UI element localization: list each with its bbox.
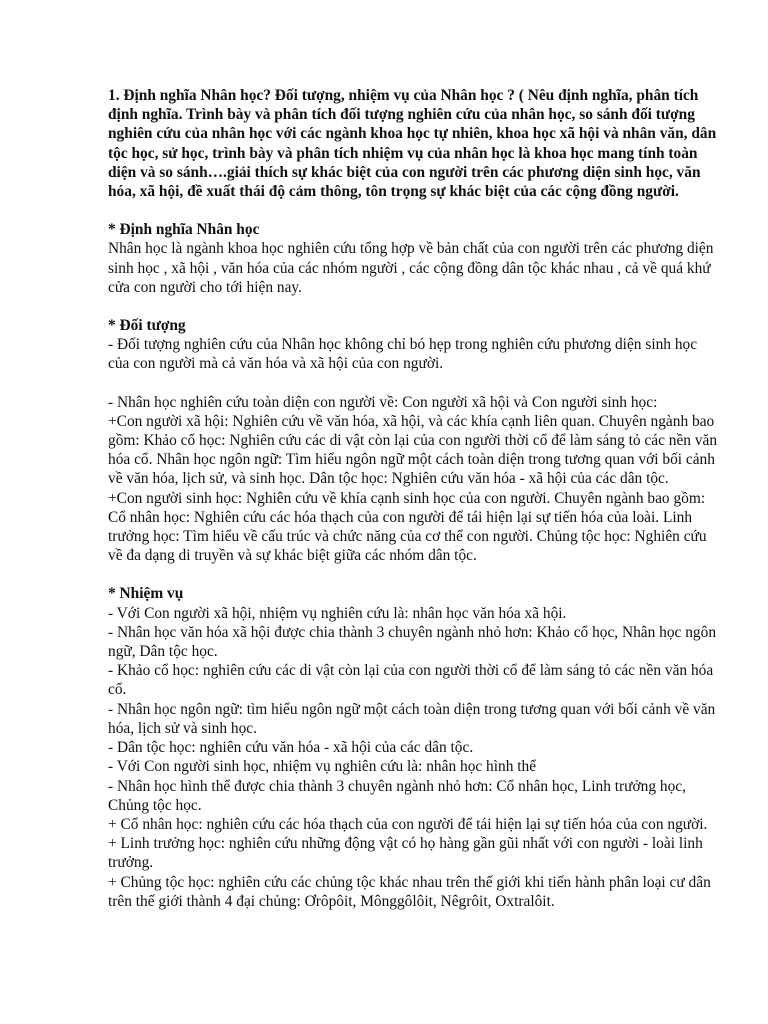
object-social: +Con người xã hội: Nghiên cứu về văn hóa, xã hội, và các khía cạnh liên quan. Chuyên ngành bao gồm: Khảo cổ học: Nghiên cứu các di vật còn lại của con người thời cổ để làm sáng tỏ các nền văn hóa cổ. Nhân học ngôn ngữ: Tìm hiểu ngôn ngữ một cách toàn diện trong tương quan với bối cảnh về văn hóa, lịch sử, và sinh học. Dân tộc học: Nghiên cứu văn hóa - xã hội của các dân tộc. xyxy=(108,412,718,488)
task-item: - Nhân học ngôn ngữ: tìm hiểu ngôn ngữ một cách toàn diện trong tương quan với bối cảnh về văn hóa, lịch sử và sinh học. xyxy=(108,700,716,737)
definition-section xyxy=(108,220,720,297)
task-item: + Linh trưởng học: nghiên cứu những động vật có họ hàng gần gũi nhất với con người - loài linh trưởng. xyxy=(108,835,703,872)
object-section xyxy=(108,316,720,565)
task-item: + Chủng tộc học: nghiên cứu các chủng tộc khác nhau trên thế giới khi tiến hành phân loại cư dân trên thế giới thành 4 đại chủng: Ơrôpôit, Mônggôlôit, Nêgrôit, Oxtralôit. xyxy=(108,873,711,910)
tasks-heading: * Nhiệm vụ xyxy=(108,585,184,603)
tasks-section xyxy=(108,584,720,910)
task-item: - Nhân học hình thể được chia thành 3 chuyên ngành nhỏ hơn: Cổ nhân học, Linh trưởng học, Chủng tộc học. xyxy=(108,777,686,814)
task-item: - Khảo cổ học: nghiên cứu các di vật còn lại của con người thời cổ để làm sáng tỏ các nền văn hóa cổ. xyxy=(108,662,714,699)
task-item: - Nhân học văn hóa xã hội được chia thành 3 chuyên ngành nhỏ hơn: Khảo cổ học, Nhân học ngôn ngữ, Dân tộc học. xyxy=(108,623,717,661)
definition-heading: * Định nghĩa Nhân học xyxy=(108,221,260,239)
task-item: - Với Con người sinh học, nhiệm vụ nghiên cứu là: nhân học hình thể xyxy=(108,758,537,776)
spacer xyxy=(108,374,720,393)
question-paragraph: 1. Định nghĩa Nhân học? Đối tượng, nhiệm vụ của Nhân học ? ( Nêu định nghĩa, phân tích định nghĩa. Trình bày và phân tích đối tượng nghiên cứu của nhân học, so sánh đối tượng nghiên cứu của nhân học với các ngành khoa học tự nhiên, khoa học xã hội và nhân văn, dân tộc học, sử học, trình bày và phân tích nhiệm vụ của nhân học là khoa học mang tính toàn diện và so sánh….giải thích sự khác biệt của con người trên các phương diện sinh học, văn hóa, xã hội, đề xuất thái độ cảm thông, tôn trọng sự khác biệt của các cộng đồng người. xyxy=(108,87,717,201)
task-item: + Cổ nhân học: nghiên cứu các hóa thạch của con người để tái hiện lại sự tiến hóa của con người. xyxy=(108,815,708,833)
definition-text: Nhân học là ngành khoa học nghiên cứu tổng hợp về bản chất của con người trên các phương diện sinh học , xã hội , văn hóa của các nhóm người , các cộng đồng dân tộc khác nhau , cả về quá khứ cửa con người cho tới hiện nay. xyxy=(108,240,714,296)
document-page xyxy=(108,86,720,930)
task-item: - Dân tộc học: nghiên cứu văn hóa - xã hội của các dân tộc. xyxy=(108,739,474,757)
task-item: - Với Con người xã hội, nhiệm vụ nghiên cứu là: nhân học văn hóa xã hội. xyxy=(108,604,567,622)
object-biological: +Con người sinh học: Nghiên cứu về khía cạnh sinh học của con người. Chuyên ngành bao gồm: Cổ nhân học: Nghiên cứu các hóa thạch của con người để tái hiện lại sự tiến hóa của loài. Linh trưởng học: Tìm hiểu về cấu trúc và chức năng của cơ thể con người. Chủng tộc học: Nghiên cứu về đa dạng di truyền và sự khác biệt giữa các nhóm dân tộc. xyxy=(108,489,707,565)
object-intro: - Đối tượng nghiên cứu của Nhân học không chỉ bó hẹp trong nghiên cứu phương diện sinh học của con người mà cả văn hóa và xã hội của con người. xyxy=(108,336,698,373)
object-heading: * Đối tượng xyxy=(108,317,186,335)
object-comprehensive: - Nhân học nghiên cứu toàn diện con người về: Con người xã hội và Con người sinh học: xyxy=(108,393,658,411)
